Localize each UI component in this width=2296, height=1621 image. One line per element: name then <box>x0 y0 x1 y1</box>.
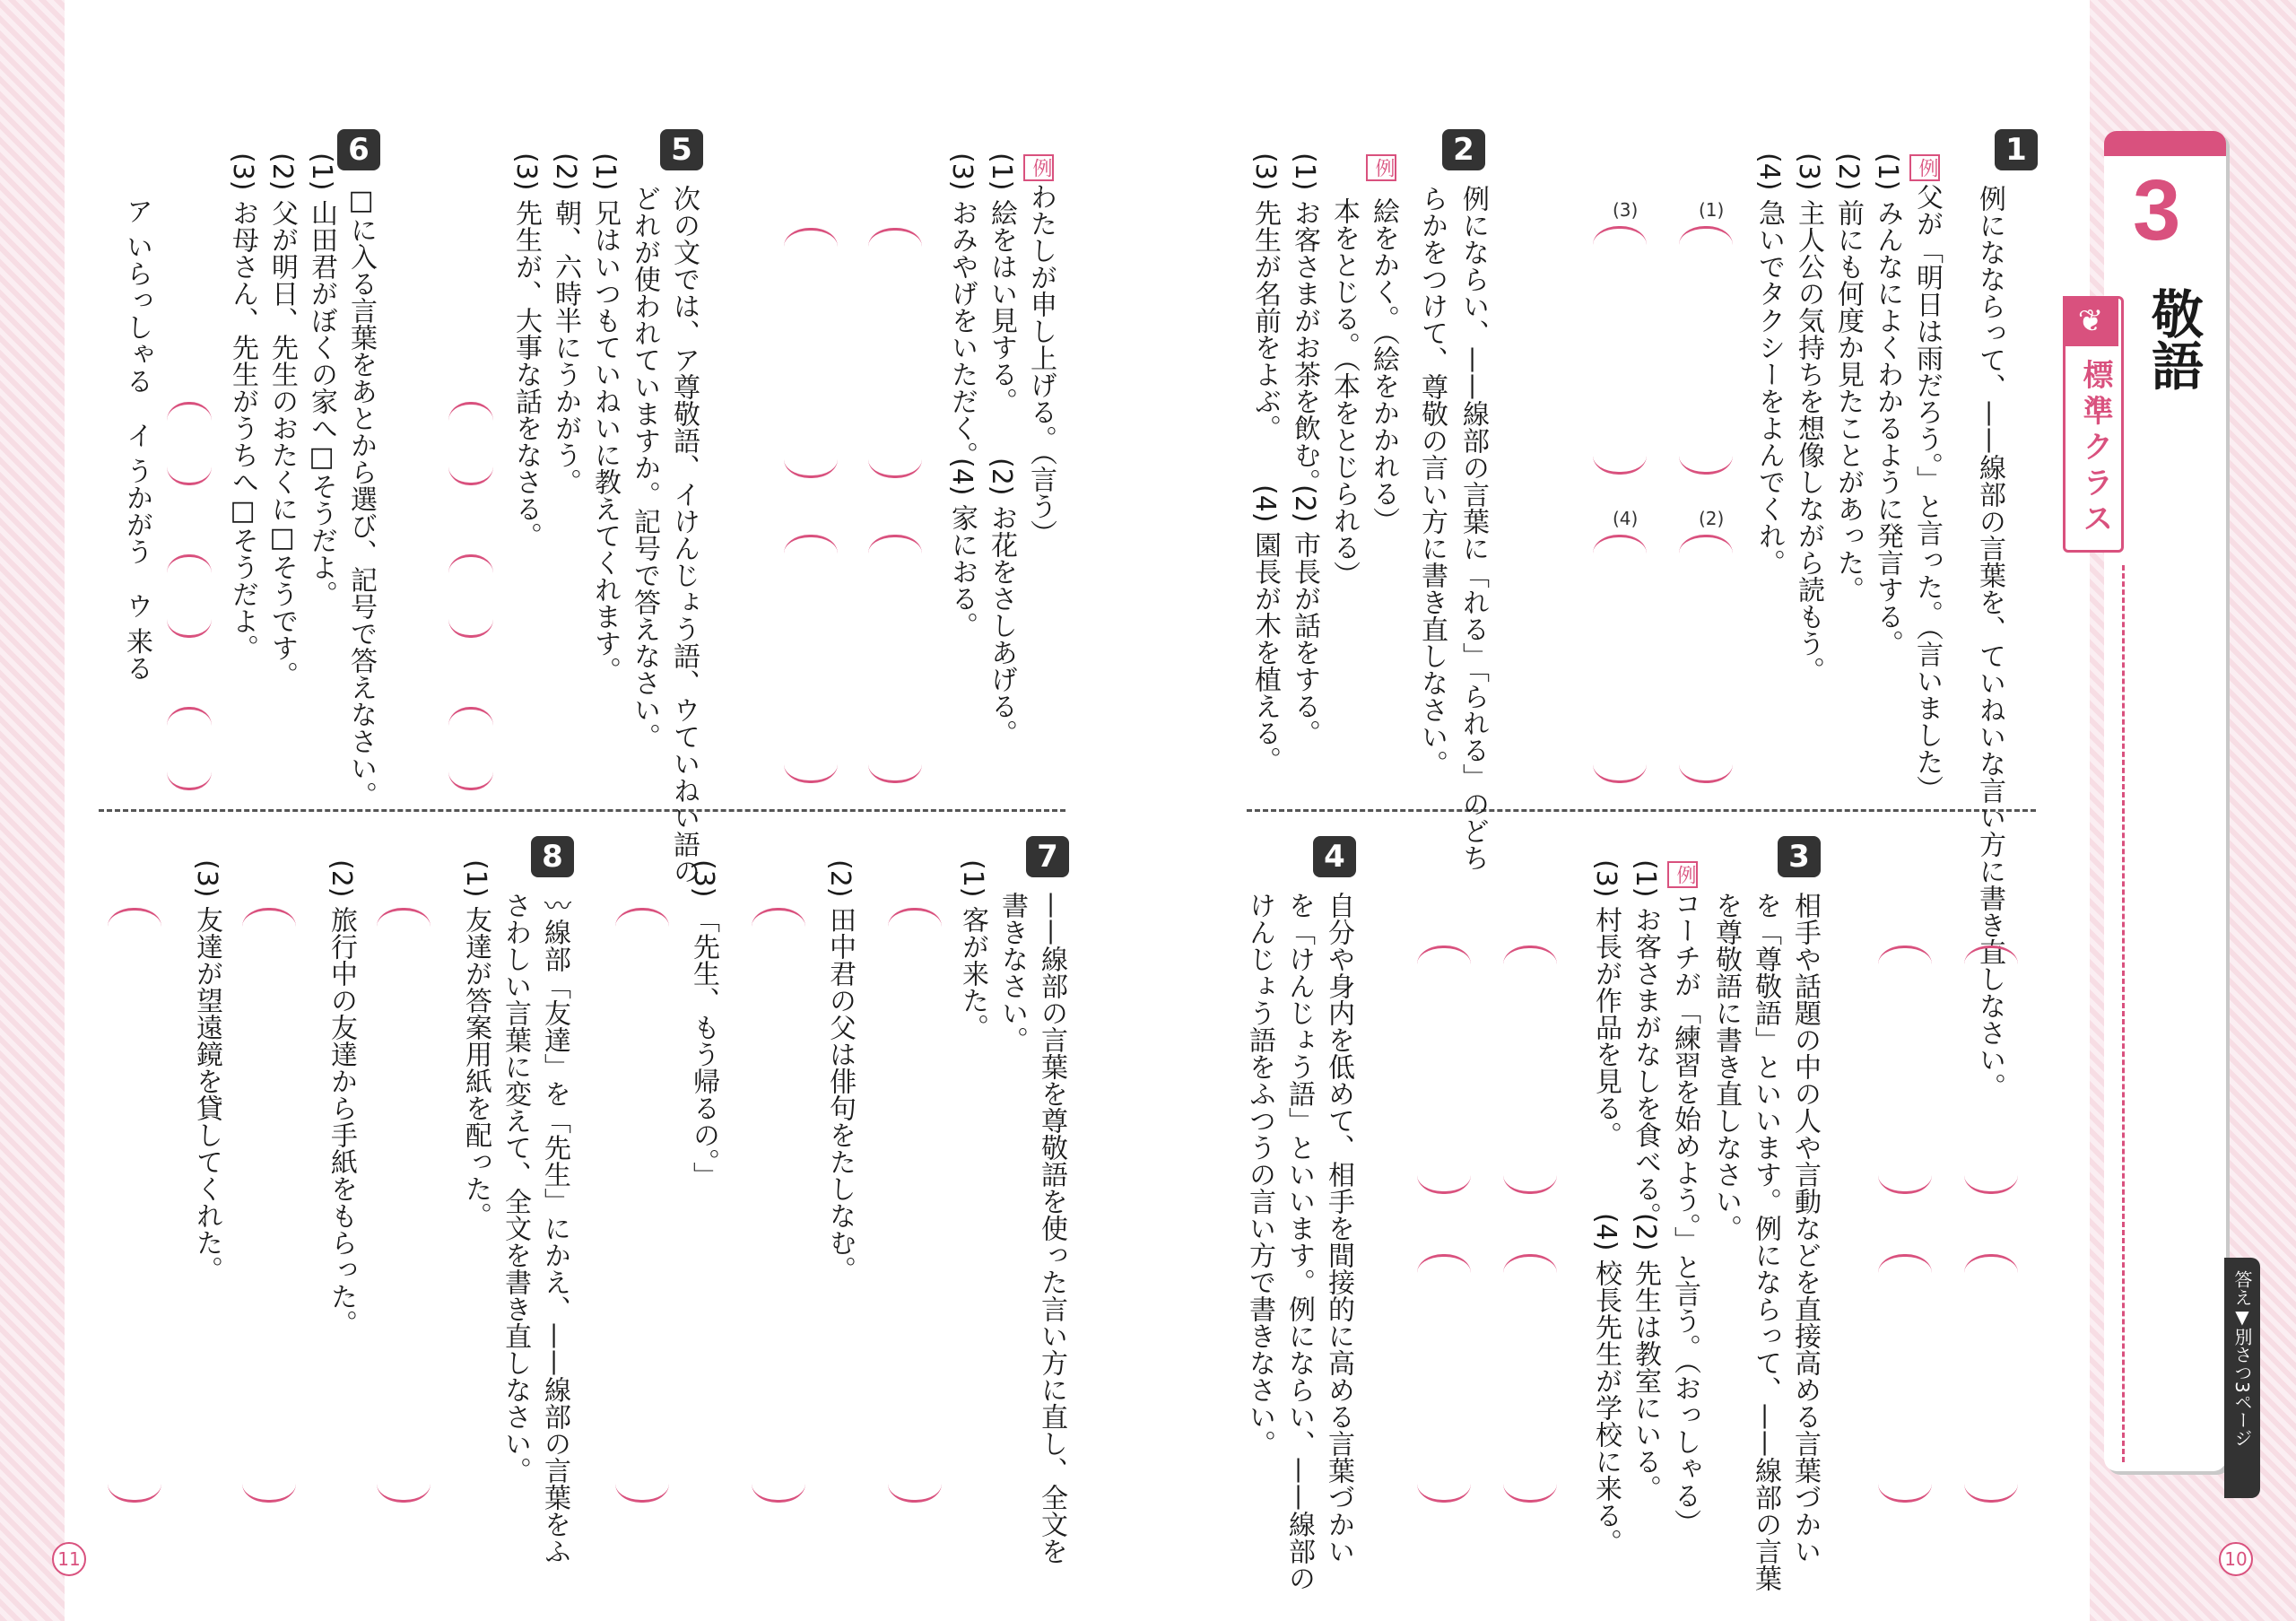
question-5-instruction: どれが使われていますか。記号で答えなさい。 <box>629 185 660 750</box>
answer-box-bottom <box>242 1484 296 1503</box>
question-2-item: (1) お客さまがお茶を飲む。 <box>1289 153 1320 496</box>
answer-box-bottom <box>167 771 212 790</box>
question-8-instruction: 〰線部「友達」を「先生」にかえ、——線部の言葉をふ <box>539 892 570 1564</box>
answer-box-bottom <box>752 1484 805 1503</box>
answer-box-top <box>868 535 922 553</box>
answer-box-bottom <box>1679 456 1733 475</box>
answer-box-top <box>1417 946 1471 964</box>
question-1-item: (4) 急いでタクシーをよんでくれ。 <box>1753 153 1785 577</box>
question-2-item: (4) 園長が木を植える。 <box>1249 484 1281 774</box>
answer-box-top <box>784 535 838 553</box>
answer-box-top <box>448 554 493 573</box>
answer-box-top <box>1878 1254 1932 1273</box>
answer-box-bottom <box>167 466 212 485</box>
answer-box-top <box>377 908 430 927</box>
answer-box-top <box>242 908 296 927</box>
answer-box-bottom <box>108 1484 161 1503</box>
question-7-item: (1) 客が来た。 <box>957 859 988 1041</box>
answer-box-top <box>1417 1254 1471 1273</box>
answer-box-top <box>784 228 838 247</box>
question-2-item: (2) 市長が話をする。 <box>1289 484 1320 747</box>
question-5-item: (1) 兄はいつもていねいに教えてくれます。 <box>589 153 621 684</box>
question-8-item: (3) 友達が望遠鏡を貸してくれた。 <box>191 859 222 1284</box>
question-3-instruction: を尊敬語に書き直しなさい。 <box>1710 892 1742 1242</box>
answer-label: (1) <box>1699 199 1725 221</box>
question-6-item: (3) お母さん、先生がうちへ□そうだよ。 <box>227 153 258 662</box>
answer-box-top <box>448 707 493 726</box>
question-6-number: 6 <box>337 129 380 170</box>
answer-box-bottom <box>167 619 212 638</box>
question-1-example: 例父が「明日は雨だろう。」と言った。（言いました） <box>1907 153 1946 780</box>
question-3-instruction: 相手や話題の中の人や言動などを直接高める言葉づかい <box>1789 892 1821 1564</box>
page-number-right: 10 <box>2219 1542 2253 1576</box>
question-3-number: 3 <box>1778 836 1821 877</box>
answer-box-bottom <box>448 771 493 790</box>
answer-box-bottom <box>1964 1175 2018 1194</box>
question-4-number: 4 <box>1313 836 1356 877</box>
question-1-item: (2) 前にも何度か見たことがあった。 <box>1832 153 1864 604</box>
answer-box-bottom <box>1878 1484 1932 1503</box>
answer-box-bottom <box>1593 764 1647 783</box>
answer-box-top <box>615 908 669 927</box>
question-8-instruction: さわしい言葉に変えて、全文を書き直しなさい。 <box>500 892 531 1484</box>
answer-box-bottom <box>1964 1484 2018 1503</box>
answer-box-bottom <box>448 466 493 485</box>
question-1-instruction: 例になならって、——線部の言葉を、ていねいな言い方に書き直しなさい。 <box>1974 185 2005 1100</box>
question-8-item: (2) 旅行中の友達から手紙をもらった。 <box>326 859 357 1338</box>
question-4-instruction: けんじょう語をふつうの言い方で書きなさい。 <box>1244 892 1275 1457</box>
question-4-item: (1) 絵をはい見する。 <box>986 153 1017 415</box>
chapter-number: 3 <box>2133 162 2181 258</box>
answer-box-bottom <box>784 764 838 783</box>
sprout-icon: ❦ <box>2063 296 2118 346</box>
chapter-title: 敬語 <box>2143 287 2204 391</box>
question-7-item: (3) 「先生、もう帰るの。」 <box>688 859 719 1190</box>
question-3-item: (4) 校長先生が学校に来る。 <box>1590 1213 1622 1556</box>
answer-box-top <box>1878 946 1932 964</box>
question-6-instruction: □に入る言葉をあとから選び、記号で答えなさい。 <box>345 185 377 808</box>
answer-box-bottom <box>888 1484 942 1503</box>
answer-box-top <box>448 402 493 421</box>
page-number-left: 11 <box>52 1542 86 1576</box>
chapter-card-line <box>2122 565 2125 1462</box>
answer-box-top <box>1593 226 1647 245</box>
question-2-example: 絵をかく。（絵をかかれる） <box>1368 197 1399 534</box>
answer-box-bottom <box>448 619 493 638</box>
question-2-number: 2 <box>1442 129 1485 170</box>
question-8-number: 8 <box>531 836 574 877</box>
answer-box-top <box>868 228 922 247</box>
question-3-instruction: を「尊敬語」といいます。例にならって、——線部の言葉 <box>1750 892 1781 1591</box>
answer-box-top <box>167 402 212 421</box>
question-1-item: (3) 主人公の気持ちを想像しながら読もう。 <box>1793 153 1824 684</box>
answer-box-top <box>1503 1254 1557 1273</box>
answer-box-bottom <box>1417 1484 1471 1503</box>
answer-box-top <box>1679 535 1733 553</box>
answer-label: (2) <box>1699 508 1725 529</box>
question-5-instruction: 次の文では、ア尊敬語、イけんじょう語、ウていねい語の <box>668 185 700 885</box>
question-8-item: (1) 友達が答案用紙を配った。 <box>460 859 491 1230</box>
question-3-item: (3) 村長が作品を見る。 <box>1590 859 1622 1149</box>
question-3-item: (2) 先生は教室にいる。 <box>1630 1213 1661 1503</box>
answer-box-bottom <box>868 764 922 783</box>
answer-box-top <box>1964 946 2018 964</box>
question-5-number: 5 <box>660 129 703 170</box>
answer-box-bottom <box>1593 456 1647 475</box>
question-4-item: (2) お花をさしあげる。 <box>986 458 1017 747</box>
answer-box-top <box>1503 946 1557 964</box>
answer-label: (3) <box>1613 199 1639 221</box>
question-3-item: (1) お客さまがなしを食べる。 <box>1630 859 1661 1230</box>
question-3-example: 例コーチが「練習を始めよう。」と言う。（おっしゃる） <box>1665 859 1704 1487</box>
answer-box-bottom <box>615 1484 669 1503</box>
question-7-item: (2) 田中君の父は俳句をたしなむ。 <box>824 859 856 1284</box>
answer-box-bottom <box>868 459 922 478</box>
question-2-example: 本をとじる。（本をとじられる） <box>1328 197 1360 588</box>
question-1-item: (1) みんなによくわかるように発言する。 <box>1872 153 1903 658</box>
answer-box-top <box>108 908 161 927</box>
answer-box-bottom <box>784 459 838 478</box>
question-4-instruction: 自分や身内を低めて、相手を間接的に高める言葉づかい <box>1323 892 1354 1564</box>
answer-box-top <box>167 554 212 573</box>
answer-note: 答え▼別さつ3ページ <box>2231 1270 2253 1447</box>
question-4-instruction: を「けんじょう語」といいます。例にならい、——線部の <box>1283 892 1315 1591</box>
question-6-choice: イ うかがう <box>121 422 152 565</box>
question-2-item: (3) 先生が名前をよぶ。 <box>1249 153 1281 442</box>
question-7-number: 7 <box>1026 836 1069 877</box>
divider-left <box>99 809 1065 812</box>
answer-box-bottom <box>1503 1484 1557 1503</box>
question-5-item: (2) 朝、六時半にうかがう。 <box>550 153 581 496</box>
question-6-choice: ア いらっしゃる <box>121 197 152 395</box>
divider-right <box>1247 809 2036 812</box>
class-label: 標準クラス <box>2077 359 2113 538</box>
answer-box-top <box>1679 226 1733 245</box>
answer-box-top <box>752 908 805 927</box>
question-6-item: (2) 父が明日、先生のおたくに□そうです。 <box>266 153 298 689</box>
question-1-number: 1 <box>1995 129 2038 170</box>
question-4-item: (4) 家におる。 <box>946 458 978 640</box>
answer-box-bottom <box>1503 1175 1557 1194</box>
question-2-example-label: 例 <box>1363 153 1403 780</box>
answer-box-top <box>1964 1254 2018 1273</box>
chapter-card-top <box>2104 131 2226 156</box>
question-4-example: 例わたしが申し上げる。（言う） <box>1021 153 1060 780</box>
answer-box-top <box>1593 535 1647 553</box>
question-6-item: (1) 山田君がぼくの家へ□そうだよ。 <box>306 153 337 608</box>
question-2-instruction: 例にならい、——線部の言葉に「れる」「られる」のどち <box>1457 185 1489 871</box>
answer-box-top <box>167 707 212 726</box>
answer-box-bottom <box>377 1484 430 1503</box>
answer-label: (4) <box>1613 508 1639 529</box>
answer-box-bottom <box>1878 1175 1932 1194</box>
left-margin-stripe <box>0 0 65 1621</box>
question-4-item: (3) おみやげをいただく。 <box>946 153 978 469</box>
answer-box-bottom <box>1417 1175 1471 1194</box>
answer-box-top <box>888 908 942 927</box>
question-6-choice: ウ 来る <box>121 592 152 682</box>
question-5-item: (3) 先生が、大事な話をなさる。 <box>510 153 542 550</box>
question-7-instruction: 書きなさい。 <box>996 892 1028 1053</box>
question-7-instruction: ——線部の言葉を尊敬語を使った言い方に直し、全文を <box>1036 892 1067 1564</box>
question-2-instruction: らかをつけて、尊敬の言い方に書き直しなさい。 <box>1416 185 1448 777</box>
answer-box-bottom <box>1679 764 1733 783</box>
